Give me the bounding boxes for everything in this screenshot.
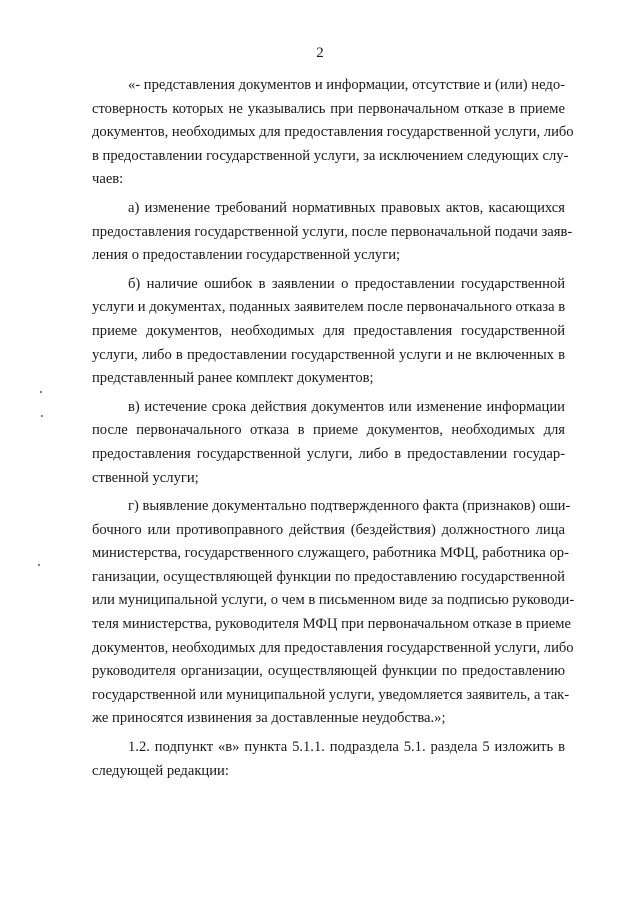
text-line: министерства, государственного служащего, работника МФЦ, работника ор- (92, 545, 569, 562)
text-line: теля министерства, руководителя МФЦ при первоначальном отказе в приеме (92, 616, 571, 633)
paragraph-intro (92, 74, 574, 192)
text-line: г) выявление документально подтвержденного факта (признаков) оши- (128, 498, 571, 515)
paragraph-item-b (92, 273, 565, 391)
scan-speck (38, 564, 40, 566)
text-line: в) истечение срока действия документов или изменение информации (128, 398, 565, 415)
text-line: в предоставлении государственной услуги, за исключением следующих слу- (92, 147, 569, 164)
text-line: б) наличие ошибок в заявлении о предоставлении государственной (128, 275, 565, 292)
text-line: же приносятся извинения за доставленные неудобства.»; (92, 710, 446, 727)
text-line: услуги, либо в предоставлении государственной услуги и не включенных в (92, 346, 565, 363)
page-number: 2 (316, 45, 324, 61)
text-line: услуги и документах, поданных заявителем после первоначального отказа в (92, 299, 566, 316)
text-line: ганизации, осуществляющей функции по предоставлению государственной (92, 568, 565, 585)
text-line: приеме документов, необходимых для предоставления государственной (92, 322, 565, 339)
text-line: бочного или противоправного действия (бездействия) должностного лица (92, 521, 565, 538)
text-line: предоставления государственной услуги, либо в предоставлении государ- (92, 445, 565, 462)
text-line: чаев: (92, 171, 124, 188)
paragraph-item-g (92, 495, 575, 731)
scan-speck (40, 391, 42, 393)
text-line: руководителя организации, осуществляющей функции по предоставлению (92, 663, 565, 680)
text-line: ственной услуги; (92, 469, 199, 486)
text-line: следующей редакции: (92, 762, 229, 779)
text-line: документов, необходимых для предоставления государственной услуги, либо (92, 124, 574, 141)
text-line: ления о предоставлении государственной услуги; (92, 247, 401, 264)
text-line: стоверность которых не указывались при первоначальном отказе в приеме (92, 100, 565, 117)
text-line: или муниципальной услуги, о чем в письменном виде за подписью руководи- (92, 592, 575, 609)
text-line: документов, необходимых для предоставления государственной услуги, либо (92, 639, 574, 656)
text-line: представленный ранее комплект документов; (92, 370, 374, 387)
text-line: предоставления государственной услуги, после первоначальной подачи заяв- (92, 223, 573, 240)
document-body (92, 74, 575, 783)
text-line: после первоначального отказа в приеме документов, необходимых для (92, 422, 565, 439)
scan-speck (41, 415, 43, 417)
paragraph-item-a (92, 197, 573, 268)
text-line: 1.2. подпункт «в» пункта 5.1.1. подраздела 5.1. раздела 5 изложить в (128, 739, 565, 756)
paragraph-item-v (92, 396, 565, 490)
text-line: а) изменение требований нормативных правовых актов, касающихся (128, 199, 565, 216)
paragraph-clause-1-2 (92, 736, 565, 783)
text-line: государственной или муниципальной услуги, уведомляется заявитель, а так- (92, 686, 570, 703)
text-line: «- представления документов и информации, отсутствие и (или) недо- (128, 77, 565, 93)
